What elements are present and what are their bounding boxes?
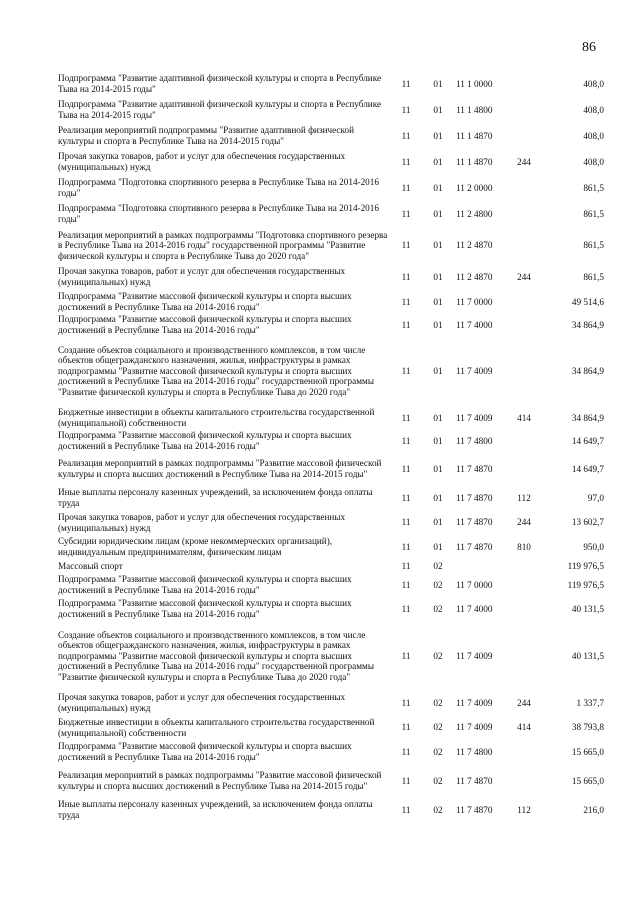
row-expense-type: 244 [517, 156, 531, 167]
row-section: 11 [401, 697, 411, 708]
row-target-item: 11 7 0000 [456, 296, 493, 307]
row-name: Реализация мероприятий в рамках подпрограммы "Подготовка спортивного резерва в Республике Тыва на 2014-2016 годы" государственной программы "Развитие физической культуры и спорта в Республике Тыва до 2020 года" [58, 229, 388, 261]
table-row [58, 486, 606, 510]
table-row [58, 201, 606, 227]
row-target-item: 11 7 4009 [456, 650, 493, 661]
row-subsection: 02 [433, 775, 443, 786]
row-name: Подпрограмма "Развитие адаптивной физической культуры и спорта в Республике Тыва на 2014-2015 годы" [58, 73, 382, 94]
table-row [58, 149, 606, 175]
row-amount: 408,0 [583, 156, 604, 167]
row-name: Прочая закупка товаров, работ и услуг для обеспечения государственных (муниципальных) нужд [58, 692, 346, 713]
row-expense-type: 244 [517, 697, 531, 708]
row-target-item: 11 7 4870 [456, 804, 493, 815]
row-section: 11 [401, 541, 411, 552]
row-target-item: 11 7 4009 [456, 697, 493, 708]
row-section: 11 [401, 78, 411, 89]
table-row [58, 290, 606, 314]
row-section: 11 [401, 208, 411, 219]
row-name: Реализация мероприятий в рамках подпрограммы "Развитие массовой физической культуры и спорта высших достижений в Республике Тыва на 2014-2015 годы" [58, 458, 382, 479]
table-row [58, 452, 606, 486]
row-name: Субсидии юридическим лицам (кроме некоммерческих организаций), индивидуальным предпринимателям, физическим лицам [58, 536, 333, 557]
row-name: Прочая закупка товаров, работ и услуг для обеспечения государственных (муниципальных) нужд [58, 266, 346, 287]
table-row [58, 123, 606, 149]
table-row [58, 535, 606, 559]
row-subsection: 01 [433, 319, 443, 330]
row-name: Подпрограмма "Развитие массовой физической культуры и спорта высших достижений в Республике Тыва на 2014-2016 годы" [58, 314, 352, 335]
row-section: 11 [401, 560, 411, 571]
row-subsection: 01 [433, 541, 443, 552]
row-amount: 15 665,0 [571, 775, 604, 786]
row-section: 11 [401, 156, 411, 167]
row-subsection: 01 [433, 271, 443, 282]
row-subsection: 01 [433, 492, 443, 503]
row-target-item: 11 7 4000 [456, 603, 493, 614]
row-amount: 408,0 [583, 130, 604, 141]
table-row [58, 175, 606, 201]
row-section: 11 [401, 296, 411, 307]
row-subsection: 01 [433, 517, 443, 528]
row-target-item: 11 1 4800 [456, 104, 493, 115]
table-row [58, 597, 606, 621]
page-number: 86 [582, 40, 596, 55]
row-amount: 14 649,7 [571, 435, 604, 446]
row-subsection: 01 [433, 365, 443, 376]
row-section: 11 [401, 650, 411, 661]
table-row [58, 798, 606, 822]
table-row [58, 97, 606, 123]
row-expense-type: 244 [517, 517, 531, 528]
row-target-item: 11 7 4800 [456, 435, 493, 446]
row-subsection: 01 [433, 78, 443, 89]
row-target-item: 11 7 4870 [456, 492, 493, 503]
row-target-item: 11 7 4870 [456, 463, 493, 474]
row-name: Подпрограмма "Развитие адаптивной физической культуры и спорта в Республике Тыва на 2014-2015 годы" [58, 99, 382, 120]
table-row [58, 264, 606, 290]
row-subsection: 01 [433, 182, 443, 193]
table-row [58, 314, 606, 336]
row-section: 11 [401, 463, 411, 474]
row-subsection: 02 [433, 804, 443, 815]
table-row [58, 740, 606, 764]
row-name: Прочая закупка товаров, работ и услуг для обеспечения государственных (муниципальных) нужд [58, 151, 346, 172]
row-target-item: 11 1 4870 [456, 156, 493, 167]
table-row [58, 621, 606, 691]
row-section: 11 [401, 804, 411, 815]
row-subsection: 01 [433, 296, 443, 307]
row-subsection: 02 [433, 650, 443, 661]
row-target-item: 11 7 4800 [456, 746, 493, 757]
row-amount: 38 793,8 [571, 722, 604, 733]
row-name: Создание объектов социального и производственного комплексов, в том числе объектов общегражданского назначения, жилья, инфраструктуры в рамках подпрограммы "Развитие массовой физической культуры и спорта высших достижений в Республике Тыва на 2014-2016 годы" государственной программы "Развитие физической культуры и спорта в Республике Тыва до 2020 года" [58, 344, 375, 397]
row-target-item: 11 7 4009 [456, 722, 493, 733]
row-subsection: 02 [433, 560, 443, 571]
row-amount: 216,0 [583, 804, 604, 815]
row-amount: 34 864,9 [571, 365, 604, 376]
row-section: 11 [401, 271, 411, 282]
row-section: 11 [401, 579, 411, 590]
row-subsection: 02 [433, 722, 443, 733]
row-expense-type: 414 [517, 722, 531, 733]
table-row [58, 559, 606, 573]
row-target-item: 11 7 4000 [456, 319, 493, 330]
row-amount: 14 649,7 [571, 463, 604, 474]
row-section: 11 [401, 603, 411, 614]
row-target-item: 11 2 4800 [456, 208, 493, 219]
row-subsection: 02 [433, 746, 443, 757]
row-amount: 861,5 [583, 271, 604, 282]
row-subsection: 02 [433, 603, 443, 614]
row-section: 11 [401, 775, 411, 786]
table-row [58, 764, 606, 798]
table-row [58, 691, 606, 715]
row-name: Подпрограмма "Развитие массовой физической культуры и спорта высших достижений в Республике Тыва на 2014-2016 годы" [58, 430, 352, 451]
row-subsection: 01 [433, 240, 443, 251]
row-section: 11 [401, 517, 411, 528]
row-amount: 40 131,5 [571, 650, 604, 661]
row-amount: 861,5 [583, 240, 604, 251]
row-name: Массовый спорт [58, 560, 123, 571]
row-name: Подпрограмма "Развитие массовой физической культуры и спорта высших достижений в Республике Тыва на 2014-2016 годы" [58, 598, 352, 619]
table-row [58, 336, 606, 406]
row-name: Реализация мероприятий подпрограммы "Развитие адаптивной физической культуры и спорта в Республике Тыва на 2014-2015 годы" [58, 125, 355, 146]
row-name: Иные выплаты персоналу казенных учреждений, за исключением фонда оплаты труда [58, 487, 373, 508]
row-target-item: 11 7 4870 [456, 517, 493, 528]
row-name: Бюджетные инвестиции в объекты капитального строительства государственной (муниципальной) собственности [58, 407, 375, 428]
row-target-item: 11 7 4009 [456, 365, 493, 376]
row-subsection: 01 [433, 104, 443, 115]
row-target-item: 11 2 0000 [456, 182, 493, 193]
row-expense-type: 414 [517, 412, 531, 423]
row-amount: 1 337,7 [576, 697, 604, 708]
table-row [58, 406, 606, 430]
table-row [58, 573, 606, 597]
row-name: Подпрограмма "Развитие массовой физической культуры и спорта высших достижений в Республике Тыва на 2014-2016 годы" [58, 574, 352, 595]
row-target-item: 11 7 0000 [456, 579, 493, 590]
row-expense-type: 810 [517, 541, 531, 552]
row-amount: 119 976,5 [567, 579, 604, 590]
row-target-item: 11 7 4870 [456, 775, 493, 786]
row-target-item: 11 1 0000 [456, 78, 493, 89]
row-subsection: 01 [433, 463, 443, 474]
row-target-item: 11 2 4870 [456, 271, 493, 282]
table-row [58, 71, 606, 97]
row-name: Подпрограмма "Развитие массовой физической культуры и спорта высших достижений в Республике Тыва на 2014-2016 годы" [58, 741, 352, 762]
row-amount: 13 602,7 [571, 517, 604, 528]
row-amount: 950,0 [583, 541, 604, 552]
table-row [58, 510, 606, 535]
row-target-item: 11 1 4870 [456, 130, 493, 141]
row-section: 11 [401, 104, 411, 115]
row-name: Подпрограмма "Развитие массовой физической культуры и спорта высших достижений в Республике Тыва на 2014-2016 годы" [58, 291, 352, 312]
row-target-item: 11 7 4009 [456, 412, 493, 423]
row-section: 11 [401, 722, 411, 733]
row-subsection: 01 [433, 412, 443, 423]
row-amount: 119 976,5 [567, 560, 604, 571]
row-subsection: 01 [433, 130, 443, 141]
row-name: Подпрограмма "Подготовка спортивного резерва в Республике Тыва на 2014-2016 годы" [58, 203, 379, 224]
row-subsection: 01 [433, 435, 443, 446]
budget-table [58, 71, 606, 822]
row-name: Бюджетные инвестиции в объекты капитального строительства государственной (муниципальной) собственности [58, 716, 375, 738]
row-amount: 97,0 [587, 492, 604, 503]
row-subsection: 02 [433, 579, 443, 590]
row-name: Иные выплаты персоналу казенных учреждений, за исключением фонда оплаты труда [58, 799, 373, 820]
table-row [58, 715, 606, 740]
row-expense-type: 112 [517, 492, 531, 503]
row-section: 11 [401, 130, 411, 141]
row-expense-type: 112 [517, 804, 531, 815]
row-amount: 861,5 [583, 208, 604, 219]
row-amount: 408,0 [583, 104, 604, 115]
row-section: 11 [401, 365, 411, 376]
row-name: Реализация мероприятий в рамках подпрограммы "Развитие массовой физической культуры и спорта высших достижений в Республике Тыва на 2014-2015 годы" [58, 770, 382, 791]
row-name: Прочая закупка товаров, работ и услуг для обеспечения государственных (муниципальных) нужд [58, 511, 346, 533]
row-expense-type: 244 [517, 271, 531, 282]
row-amount: 34 864,9 [571, 319, 604, 330]
row-section: 11 [401, 240, 411, 251]
row-name: Подпрограмма "Подготовка спортивного резерва в Республике Тыва на 2014-2016 годы" [58, 177, 379, 198]
row-subsection: 02 [433, 697, 443, 708]
row-target-item: 11 2 4870 [456, 240, 493, 251]
row-section: 11 [401, 182, 411, 193]
row-section: 11 [401, 746, 411, 757]
row-amount: 861,5 [583, 182, 604, 193]
row-amount: 408,0 [583, 78, 604, 89]
row-name: Создание объектов социального и производственного комплексов, в том числе объектов общегражданского назначения, жилья, инфраструктуры в рамках подпрограммы "Развитие массовой физической культуры и спорта высших достижений в Республике Тыва на 2014-2016 годы" государственной программы "Развитие физической культуры и спорта в Республике Тыва до 2020 года" [58, 629, 375, 682]
row-section: 11 [401, 319, 411, 330]
row-amount: 40 131,5 [571, 603, 604, 614]
row-section: 11 [401, 412, 411, 423]
row-subsection: 01 [433, 208, 443, 219]
table-row [58, 227, 606, 264]
row-target-item: 11 7 4870 [456, 541, 493, 552]
row-amount: 49 514,6 [571, 296, 604, 307]
row-section: 11 [401, 435, 411, 446]
table-row [58, 430, 606, 452]
row-amount: 34 864,9 [571, 412, 604, 423]
row-subsection: 01 [433, 156, 443, 167]
row-amount: 15 665,0 [571, 746, 604, 757]
row-section: 11 [401, 492, 411, 503]
